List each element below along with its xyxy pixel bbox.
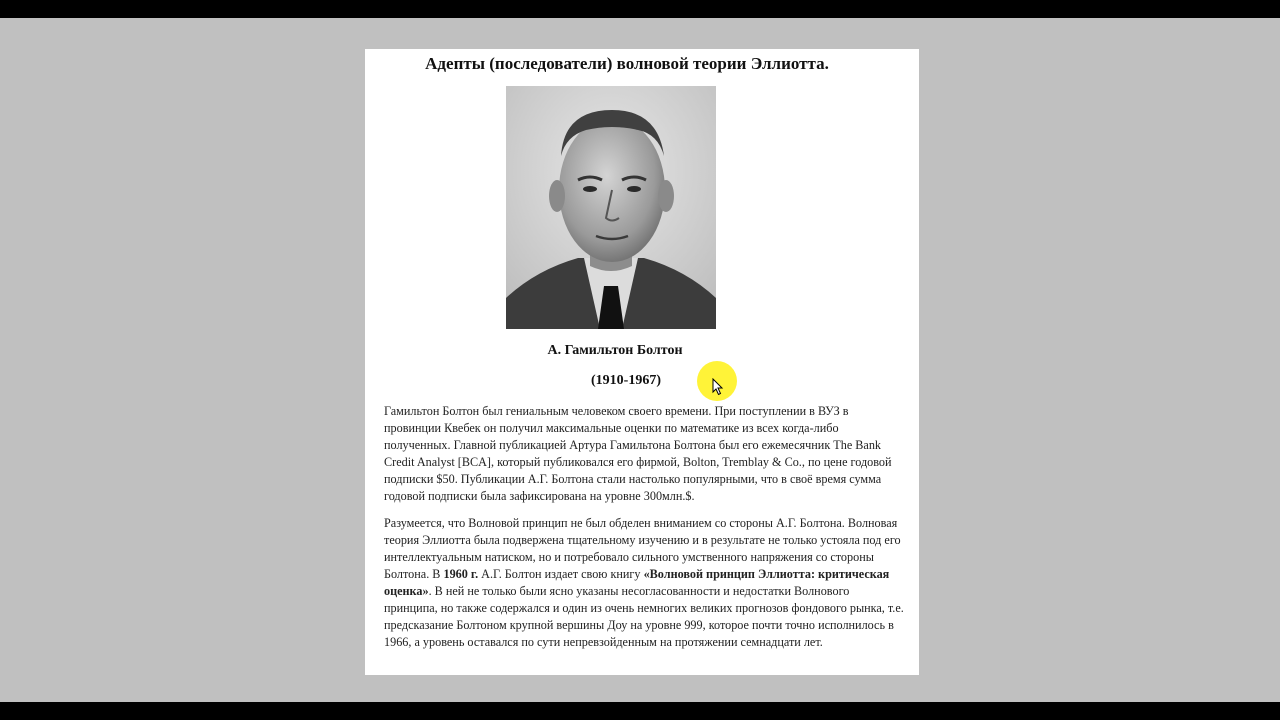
portrait-caption-name: А. Гамильтон Болтон <box>547 343 683 358</box>
paragraph-biography: Гамильтон Болтон был гениальным человеком своего времени. При поступлении в ВУЗ в провинции Квебек он получил максимальные оценки по математике из всех когда-либо полученных. Главной публикацией Артура Гамильтона Болтона был его ежемесячник The Bank Credit Analyst [BCA], который публиковался его фирмой, Bolton, Tremblay & Co., по цене годовой подписки $50. Публикации А.Г. Болтона стали настолько популярными, что в своё время сумма годовой подписки была зафиксирована на уровне 300млн.$. <box>384 404 892 503</box>
paragraph-text: Разумеется, что Волновой принцип не был обделен вниманием со стороны А.Г. Болтона. Волновая теория Эллиотта была подвержена тщательному изучению и в результате не только устояла под его интеллектуальным натиском, но и потребовало сильного умственного напряжения со стороны Болтона. В <box>384 516 901 581</box>
portrait-caption-years: (1910-1967) <box>591 373 661 388</box>
letterbox-top-bar <box>0 0 1280 18</box>
letterbox-bottom-bar <box>0 702 1280 720</box>
paragraph-text: А.Г. Болтон издает свою книгу <box>478 567 644 581</box>
portrait-photo <box>506 86 716 329</box>
bold-year: 1960 г. <box>443 567 479 581</box>
page-title: Адепты (последователи) волновой теории Эллиотта. <box>425 54 829 73</box>
document-page <box>365 49 919 675</box>
paragraph-wave-principle <box>384 515 904 651</box>
paragraph-text: . В ней не только были ясно указаны несогласованности и недостатки Волнового принципа, но также содержался и один из очень немногих великих прогнозов фондового рынка, т.е. предсказание Болтоном крупной вершины Доу на уровне 999, которое почти точно исполнилось в 1966, а уровень оставался по сути непревзойденным на протяжении семнадцати лет. <box>384 584 904 649</box>
bold-book-title: «Волновой принцип Эллиотта: критическая оценка» <box>384 567 890 598</box>
mouse-pointer-icon <box>712 378 724 401</box>
